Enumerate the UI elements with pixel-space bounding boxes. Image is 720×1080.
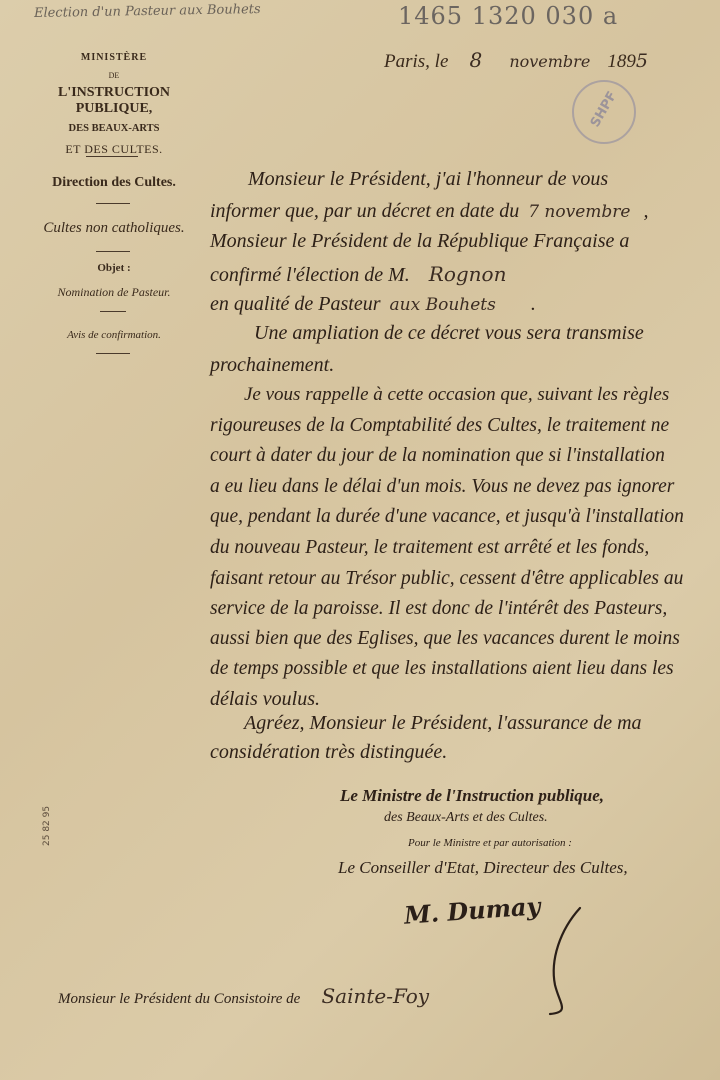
parish-fill: aux Bouhets xyxy=(389,295,496,315)
decree-text: informer que, par un décret en date du xyxy=(210,200,520,222)
objet-divider xyxy=(100,311,126,312)
qualite-text: en qualité de Pasteur xyxy=(210,293,381,315)
body-line-7: prochainement. xyxy=(210,354,335,376)
stamp-text: SHPF xyxy=(587,89,621,130)
date-day: 8 xyxy=(469,48,483,72)
date-place: Paris, le xyxy=(384,51,449,72)
signature-flourish xyxy=(520,900,600,1020)
body-line-3: Monsieur le Président de la République Française a xyxy=(210,230,630,252)
body-line-2 xyxy=(210,200,670,223)
avis-label: Avis de confirmation. xyxy=(67,329,161,341)
body-line-19: Agréez, Monsieur le Président, l'assurance de ma xyxy=(244,712,642,734)
objet-label: Objet : xyxy=(97,262,131,274)
qualite-punct: . xyxy=(530,293,536,315)
body-line-15: service de la paroisse. Il est donc de l'intérêt des Pasteurs, xyxy=(210,598,668,619)
direction-label: Direction des Cultes. xyxy=(52,175,176,190)
election-text: confirmé l'élection de M. xyxy=(210,264,410,286)
sig-conseiller: Le Conseiller d'Etat, Directeur des Cultes, xyxy=(338,858,628,877)
avis-divider xyxy=(96,353,130,354)
addressee-fill: Sainte-Foy xyxy=(321,984,430,1008)
sig-beaux-arts: des Beaux-Arts et des Cultes. xyxy=(384,810,548,825)
body-line-1: Monsieur le Président, j'ai l'honneur de vous xyxy=(248,168,609,190)
body-line-6: Une ampliation de ce décret vous sera transmise xyxy=(254,322,644,344)
date-month: novembre xyxy=(509,52,591,71)
body-line-9: rigoureuses de la Comptabilité des Cultes, le traitement ne xyxy=(210,415,670,436)
pastor-name-fill: Rognon xyxy=(428,262,507,286)
addressee-printed: Monsieur le Président du Consistoire de xyxy=(58,991,301,1007)
sig-minister: Le Ministre de l'Instruction publique, xyxy=(340,786,605,805)
header-divider xyxy=(86,156,138,157)
body-line-20: considération très distinguée. xyxy=(210,741,448,763)
ministry-header xyxy=(22,52,206,157)
header-line-1: MINISTÈRE xyxy=(80,52,148,63)
body-line-13: du nouveau Pasteur, le traitement est arrêté et les fonds, xyxy=(210,537,650,558)
top-left-annotation: Election d'un Pasteur aux Bouhets xyxy=(33,2,261,21)
header-line-4: DES BEAUX-ARTS xyxy=(68,123,160,134)
body-line-17: de temps possible et que les installations aient lieu dans les xyxy=(210,658,674,679)
body-line-4 xyxy=(210,262,670,287)
addressee-line xyxy=(58,984,429,1008)
handwritten-signature: M. Dumay xyxy=(403,891,542,930)
side-code: 25 82 95 xyxy=(42,805,52,846)
body-line-10: court à dater du jour de la nomination que si l'installation xyxy=(210,445,665,466)
body-line-16: aussi bien que des Eglises, que les vacances durent le moins xyxy=(210,628,680,649)
date-line xyxy=(384,48,648,73)
header-line-3: L'INSTRUCTION PUBLIQUE, xyxy=(57,85,171,116)
objet-value: Nomination de Pasteur. xyxy=(57,285,171,299)
body-line-8: Je vous rappelle à cette occasion que, suivant les règles xyxy=(244,384,670,405)
cultes-label: Cultes non catholiques. xyxy=(43,220,185,236)
header-line-2: DE xyxy=(108,71,120,80)
date-year-suffix: 5 xyxy=(635,50,648,72)
body-line-11: a eu lieu dans le délai d'un mois. Vous ne devez pas ignorer xyxy=(210,476,675,497)
reference-number: 1465 1320 030 a xyxy=(398,2,619,30)
sig-authorisation: Pour le Ministre et par autorisation : xyxy=(408,837,572,849)
body-line-14: faisant retour au Trésor public, cessent d'être applicables au xyxy=(210,568,684,589)
cultes-divider xyxy=(96,251,130,252)
decree-punct: , xyxy=(643,200,649,222)
direction-divider xyxy=(96,203,130,204)
body-line-12: que, pendant la durée d'une vacance, et jusqu'à l'installation xyxy=(210,506,684,527)
date-year-prefix: 189 xyxy=(607,51,636,72)
decree-date-fill: 7 novembre xyxy=(528,202,631,222)
archive-stamp xyxy=(572,80,636,144)
body-line-18: délais voulus. xyxy=(210,688,320,710)
body-line-5 xyxy=(210,293,670,316)
header-line-5: ET DES CULTES. xyxy=(65,142,163,156)
